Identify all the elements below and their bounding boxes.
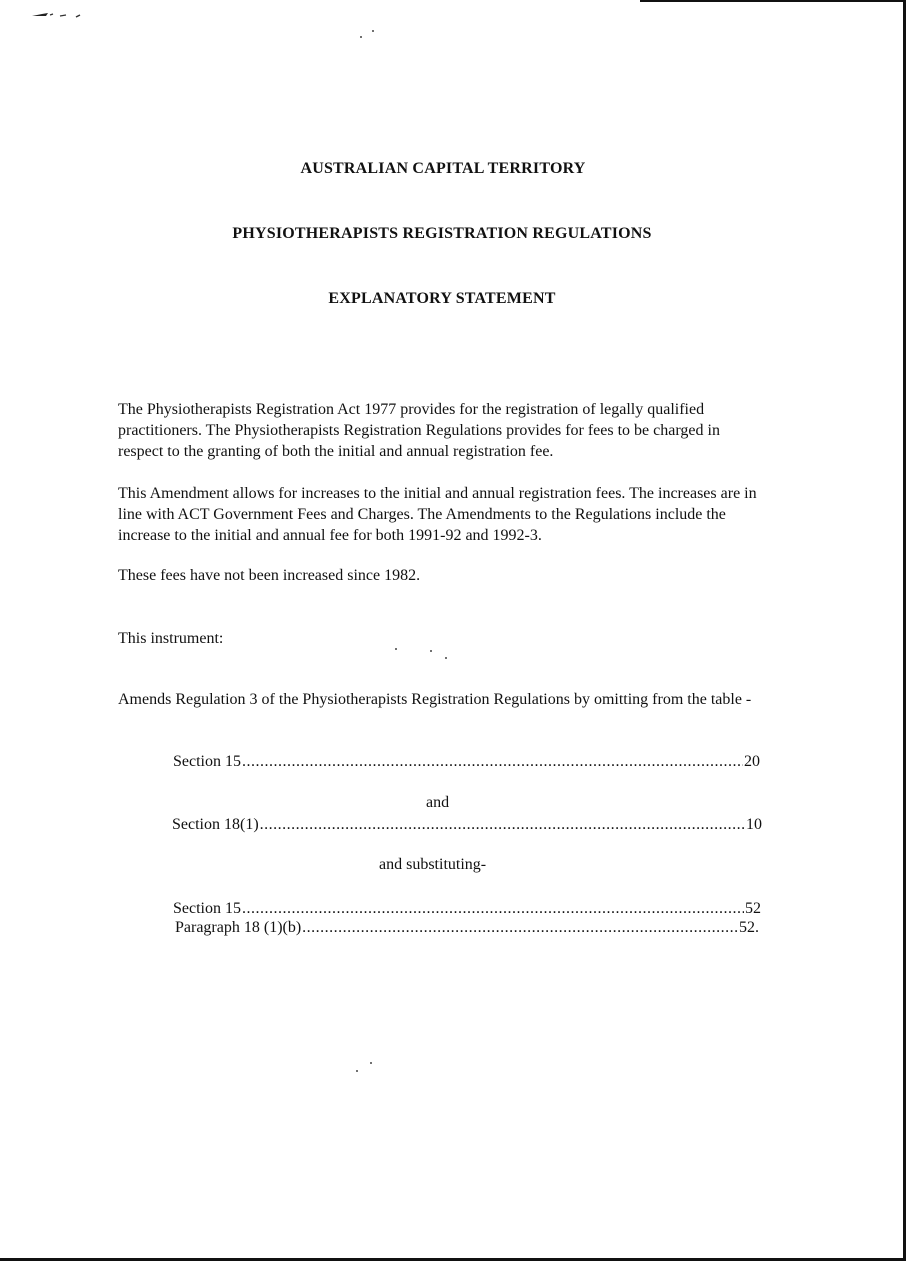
statement-heading: EXPLANATORY STATEMENT [328,290,556,307]
and-connector: and [426,794,450,811]
dot-leader [242,752,743,772]
scan-edge-top [640,0,906,2]
entry-value: 10 [746,816,762,833]
dot-leader [302,918,738,938]
scan-speck [356,1070,358,1072]
scan-speck [370,1062,372,1064]
dot-leader [242,899,744,919]
substituted-entry-paragraph-18 [175,918,759,938]
fees-history-paragraph: These fees have not been increased since 1982. [118,567,421,584]
dot-leader [260,815,745,835]
scan-speck [360,36,362,38]
substituting-connector: and substituting- [379,856,487,873]
entry-value: 20 [744,753,760,770]
entry-label: Paragraph 18 (1)(b) [175,919,302,936]
scan-speck [372,30,374,32]
omitted-entry-section-18 [172,815,762,835]
amends-paragraph: Amends Regulation 3 of the Physiotherapists Registration Regulations by omitting from the table - [118,691,752,708]
instrument-label: This instrument: [118,630,224,647]
entry-label: Section 15 [173,900,241,917]
entry-label: Section 18(1) [172,816,259,833]
scan-smudge-icon [30,10,90,20]
regulations-heading: PHYSIOTHERAPISTS REGISTRATION REGULATIONS [232,225,652,242]
scan-speck [430,650,432,652]
territory-heading: AUSTRALIAN CAPITAL TERRITORY [300,160,586,177]
entry-label: Section 15 [173,753,241,770]
entry-value: 52 [745,900,761,917]
entry-value: 52. [739,919,759,936]
intro-paragraph: The Physiotherapists Registration Act 1977 provides for the registration of legally qualified practitioners. The Physiotherapists Registration Regulations provides for fees to be charged in respect to the granting of both the initial and annual registration fee. [118,401,720,460]
omitted-entry-section-15 [173,752,760,772]
scan-speck [445,657,447,659]
amendment-paragraph: This Amendment allows for increases to the initial and annual registration fees. The increases are in line with ACT Government Fees and Charges. The Amendments to the Regulations include the increase to the initial and annual fee for both 1991-92 and 1992-3. [118,485,757,544]
substituted-entry-section-15 [173,899,761,919]
